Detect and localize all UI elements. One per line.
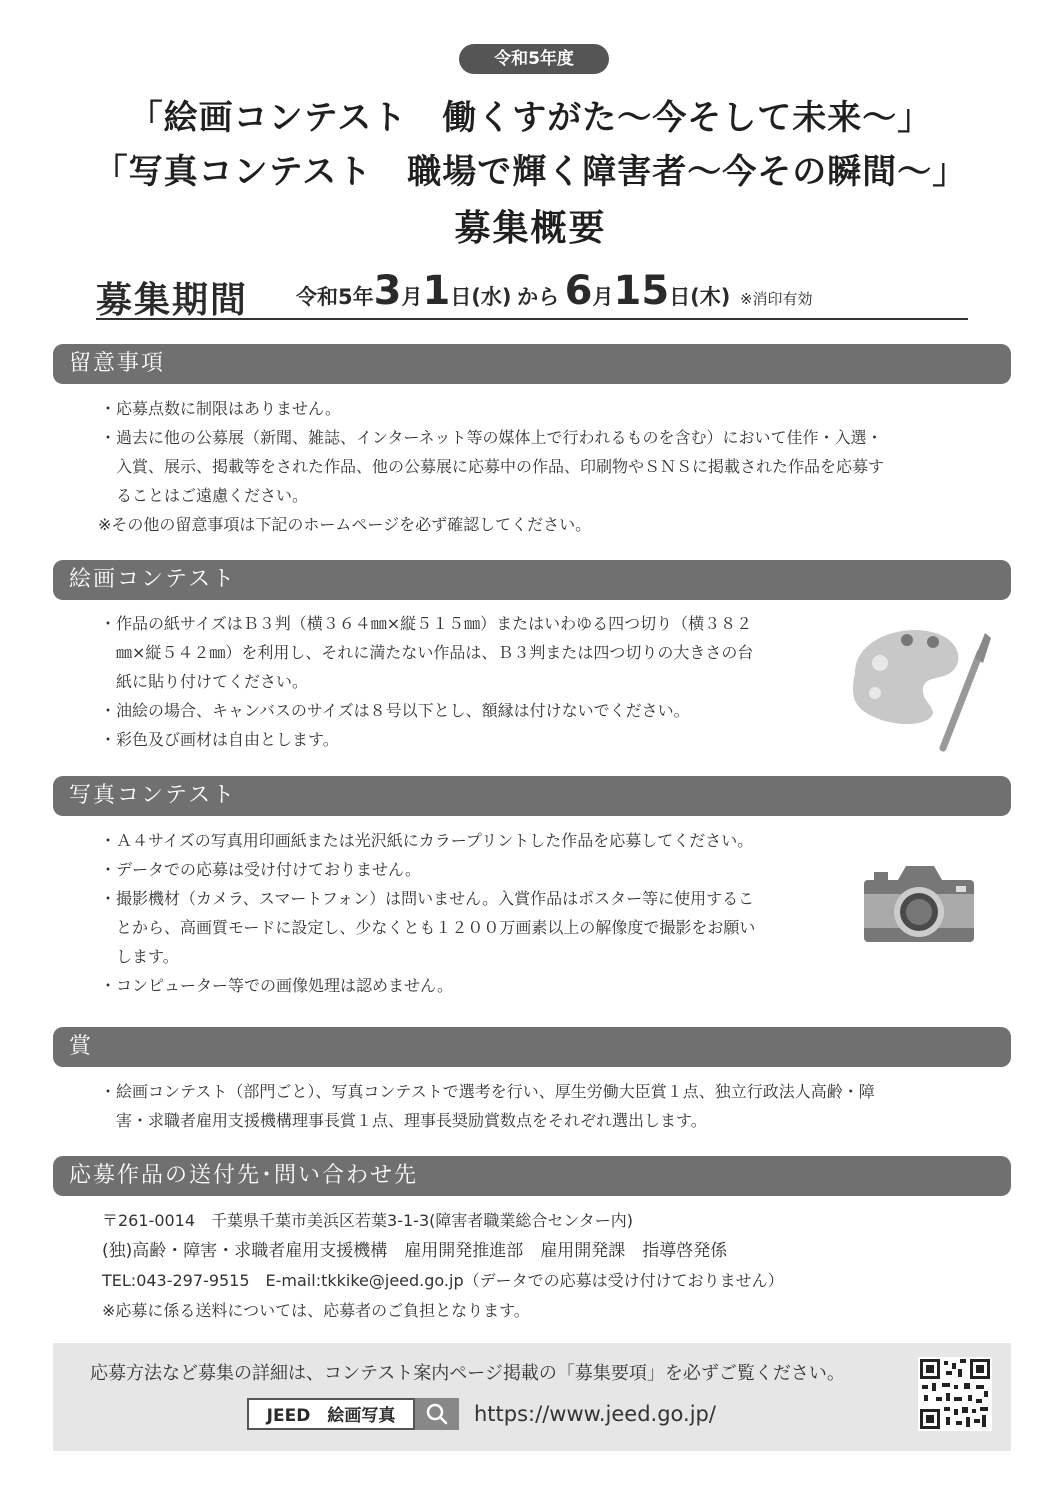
list-item: とから、高画質モードに設定し、少なくとも１２００万画素以上の解像度で撮影をお願い [100,918,756,937]
postmark-note: ※消印有効 [739,290,813,308]
list-item: ・データでの応募は受け付けておりません。 [100,860,421,879]
phone-email: TEL:043-297-9515 E-mail:tkkike@jeed.go.jp（データでの応募は受け付けておりません） [102,1271,784,1290]
list-item: ・コンピューター等での画像処理は認めません。 [100,976,453,995]
title-painting: 「絵画コンテスト 働くすがた〜今そして未来〜」 [128,98,933,138]
section-header-painting: 絵画コンテスト [53,560,1011,600]
camera-icon [860,862,978,946]
footer-text: 応募方法など募集の詳細は、コンテスト案内ページ掲載の「募集要項」を必ずご覧ください。 [90,1363,845,1384]
year-badge: 令和5年度 [459,44,609,74]
list-item: 害・求職者雇用支援機構理事長賞１点、理事長奨励賞数点をそれぞれ選出します。 [100,1111,707,1130]
section-header-award: 賞 [53,1027,1011,1067]
contact-text [102,1206,784,1326]
list-item: します。 [100,947,179,966]
list-item: ㎜×縦５４２㎜）を利用し、それに満たない作品は、Ｂ３判または四つ切りの大きさの台 [100,643,754,662]
list-item: ※その他の留意事項は下記のホームページを必ず確認してください。 [98,515,592,534]
list-item: 紙に貼り付けてください。 [100,672,309,691]
search-button[interactable] [415,1398,459,1430]
jeed-url-link[interactable]: https://www.jeed.go.jp/ [474,1402,716,1426]
section-header-contact: 応募作品の送付先･問い合わせ先 [53,1156,1011,1196]
list-item: ・彩色及び画材は自由とします。 [100,730,339,749]
palette-icon [845,618,995,753]
list-item: ・油絵の場合、キャンバスのサイズは８号以下とし、額縁は付けないでください。 [100,701,690,720]
list-item: ・作品の紙サイズはＢ３判（横３６４㎜×縦５１５㎜）またはいわゆる四つ切り（横３８２ [100,614,753,633]
search-icon [415,1398,459,1430]
list-item: ることはご遠慮ください。 [100,486,309,505]
photo-text [100,826,755,1000]
qr-code-icon[interactable] [918,1357,992,1431]
painting-text [100,609,753,754]
notes-text [100,394,884,539]
address: 〒261-0014 千葉県千葉市美浜区若葉3-1-3(障害者職業総合センター内) [102,1211,633,1230]
application-period [96,268,968,320]
title-photo: 「写真コンテスト 職場で輝く障害者〜今その瞬間〜」 [93,152,968,192]
list-item: ・過去に他の公募展（新聞、雑誌、インターネット等の媒体上で行われるものを含む）において佳作・入選・ [100,428,883,447]
section-header-photo: 写真コンテスト [53,776,1011,816]
organization: (独)高齢・障害・求職者雇用支援機構 雇用開発推進部 雇用開発課 指導啓発係 [102,1241,728,1261]
title-overview: 募集概要 [454,208,607,249]
list-item: ・Ａ４サイズの写真用印画紙または光沢紙にカラープリントした作品を応募してください。 [100,831,754,850]
period-dates: 令和5年3月1日(水) から 6月15日(木) ※消印有効 [296,268,813,314]
period-label: 募集期間 [96,280,249,321]
search-box[interactable]: JEED 絵画写真 [247,1398,415,1430]
shipping-note: ※応募に係る送料については、応募者のご負担となります。 [102,1301,530,1320]
list-item: ・応募点数に制限はありません。 [100,399,341,418]
list-item: ・絵画コンテスト（部門ごと）、写真コンテストで選考を行い、厚生労働大臣賞１点、独立行政法人高齢・障 [100,1082,875,1101]
award-text [100,1077,875,1135]
list-item: ・撮影機材（カメラ、スマートフォン）は問いません。入賞作品はポスター等に使用するこ [100,889,755,908]
section-header-notes: 留意事項 [53,344,1011,384]
list-item: 入賞、展示、掲載等をされた作品、他の公募展に応募中の作品、印刷物やＳＮＳに掲載された作品を応募す [100,457,885,476]
